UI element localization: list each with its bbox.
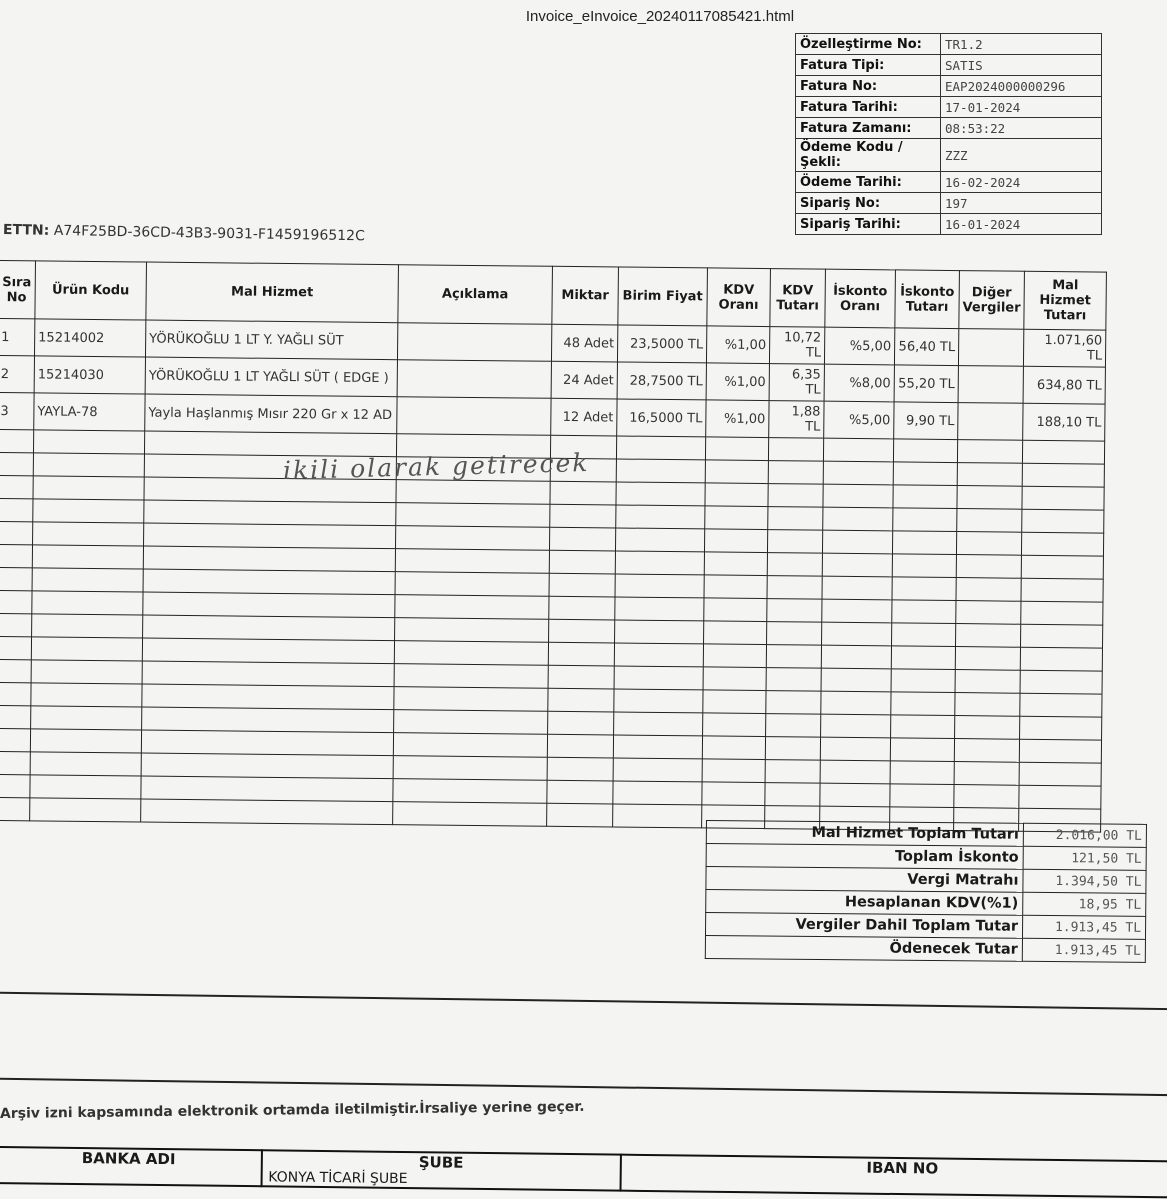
meta-value: 16-01-2024 [941, 214, 1102, 235]
empty-cell [31, 660, 142, 684]
empty-cell [704, 575, 767, 599]
empty-cell [1020, 647, 1102, 671]
table-cell: %8,00 [824, 364, 894, 402]
empty-cell [0, 751, 30, 774]
empty-cell [768, 507, 823, 531]
column-header: KDV Tutarı [770, 269, 826, 328]
empty-cell [820, 783, 890, 807]
table-cell: 6,35 TL [769, 364, 824, 402]
empty-cell [547, 757, 613, 781]
empty-cell [393, 779, 547, 804]
empty-cell [614, 666, 703, 690]
table-cell: 24 Adet [551, 361, 617, 399]
empty-cell [954, 739, 1019, 763]
meta-row [796, 118, 1102, 139]
empty-cell [704, 529, 767, 553]
table-cell: YÖRÜKOĞLU 1 LT Y. YAĞLI SÜT [145, 320, 397, 360]
totals-value: 18,95 TL [1023, 892, 1146, 916]
meta-value: SATIS [941, 55, 1102, 76]
table-cell [958, 403, 1023, 441]
empty-cell [395, 618, 549, 643]
empty-cell [30, 798, 141, 822]
empty-cell [549, 619, 615, 643]
empty-cell [955, 693, 1020, 717]
meta-key: Fatura Zamanı: [796, 118, 941, 139]
meta-key: Ödeme Tarihi: [796, 172, 941, 193]
totals-value: 2.016,00 TL [1023, 823, 1146, 847]
empty-cell [1020, 716, 1102, 740]
empty-cell [702, 759, 765, 783]
empty-cell [31, 706, 142, 730]
meta-key: Ödeme Kodu / Şekli: [796, 139, 941, 172]
table-cell [397, 323, 551, 362]
column-header: KDV Oranı [707, 268, 771, 327]
empty-cell [768, 484, 823, 508]
empty-cell [614, 689, 703, 713]
table-cell: 28,7500 TL [617, 362, 706, 400]
meta-row [796, 34, 1102, 55]
column-header: İskonto Tutarı [895, 270, 960, 329]
empty-cell [549, 573, 615, 597]
empty-cell [32, 614, 143, 638]
empty-cell [892, 623, 956, 647]
empty-cell [614, 643, 703, 667]
meta-row [796, 172, 1102, 193]
empty-cell [705, 460, 768, 484]
table-cell: 634,80 TL [1023, 366, 1105, 404]
empty-cell [820, 760, 890, 784]
empty-cell [957, 440, 1022, 464]
empty-cell [0, 613, 32, 636]
ettn-line [3, 222, 365, 244]
empty-cell [822, 530, 892, 554]
table-cell: YÖRÜKOĞLU 1 LT YAĞLI SÜT ( EDGE ) [145, 357, 397, 397]
empty-cell [142, 684, 394, 710]
empty-cell [823, 461, 893, 485]
table-cell [397, 360, 551, 399]
empty-cell [893, 462, 957, 486]
meta-key: Fatura Tipi: [796, 55, 941, 76]
totals-label: Vergi Matrahı [706, 867, 1023, 893]
empty-cell [955, 647, 1020, 671]
empty-cell [892, 577, 956, 601]
empty-cell [704, 621, 767, 645]
empty-cell [703, 713, 766, 737]
empty-cell [0, 797, 30, 820]
empty-cell [767, 622, 822, 646]
empty-cell [395, 549, 549, 574]
empty-cell [550, 481, 616, 505]
empty-cell [823, 507, 893, 531]
empty-cell [0, 728, 31, 751]
empty-cell [765, 760, 820, 784]
totals-value: 121,50 TL [1023, 846, 1146, 870]
empty-cell [394, 664, 548, 689]
table-cell [958, 366, 1023, 404]
empty-cell [767, 599, 822, 623]
empty-cell [550, 504, 616, 528]
empty-cell [142, 638, 394, 664]
empty-cell [31, 637, 142, 661]
empty-cell [393, 756, 547, 781]
empty-cell [821, 691, 891, 715]
totals-row [705, 935, 1145, 962]
totals-value: 1.394,50 TL [1023, 869, 1146, 893]
column-header: Birim Fiyat [618, 267, 708, 326]
empty-cell [702, 736, 765, 760]
meta-value: 16-02-2024 [941, 172, 1102, 193]
empty-cell [395, 595, 549, 620]
table-cell: 10,72 TL [769, 327, 824, 365]
meta-value: 197 [941, 193, 1102, 214]
empty-cell [396, 503, 550, 528]
invoice-meta-table [795, 33, 1102, 235]
empty-cell [143, 615, 395, 641]
empty-cell [890, 784, 954, 808]
meta-row [796, 139, 1102, 172]
empty-cell [144, 431, 396, 457]
empty-cell [143, 546, 395, 572]
empty-cell [768, 461, 823, 485]
empty-cell [1022, 440, 1104, 464]
empty-cell [955, 716, 1020, 740]
table-cell: Yayla Haşlanmış Mısır 220 Gr x 12 AD [145, 394, 397, 434]
empty-cell [32, 568, 143, 592]
meta-row [796, 97, 1102, 118]
empty-cell [957, 486, 1022, 510]
empty-cell [892, 554, 956, 578]
handwritten-note: ikili olarak getirecek [282, 447, 590, 486]
empty-cell [613, 758, 702, 782]
empty-cell [1019, 762, 1101, 786]
meta-value: 17-01-2024 [941, 97, 1102, 118]
table-cell: 56,40 TL [894, 328, 958, 366]
empty-cell [615, 597, 704, 621]
empty-cell [549, 550, 615, 574]
bank-name-header: BANKA ADI [0, 1147, 262, 1186]
ettn-label: ETTN: [2, 222, 50, 239]
meta-key: Fatura Tarihi: [796, 97, 941, 118]
empty-cell [33, 453, 144, 477]
totals-label: Vergiler Dahil Toplam Tutar [705, 913, 1022, 939]
branch-header [261, 1150, 621, 1190]
table-cell: %1,00 [706, 326, 769, 364]
empty-cell [394, 710, 548, 735]
empty-cell [143, 569, 395, 595]
table-cell: YAYLA-78 [34, 393, 145, 431]
empty-cell [821, 714, 891, 738]
empty-cell [615, 574, 704, 598]
meta-key: Sipariş Tarihi: [796, 214, 941, 235]
table-cell: 55,20 TL [894, 365, 958, 403]
empty-cell [767, 576, 822, 600]
empty-cell [0, 774, 30, 797]
table-cell: %5,00 [824, 327, 894, 365]
empty-cell [705, 437, 768, 461]
empty-cell [1021, 624, 1103, 648]
empty-cell [891, 669, 955, 693]
empty-cell [615, 528, 704, 552]
empty-cell [765, 737, 820, 761]
totals-label: Ödenecek Tutar [705, 935, 1022, 961]
empty-cell [766, 668, 821, 692]
empty-cell [32, 545, 143, 569]
meta-value: TR1.2 [941, 34, 1102, 55]
column-header: Açıklama [398, 265, 553, 325]
empty-cell [1022, 486, 1104, 510]
empty-cell [1019, 739, 1101, 763]
empty-cell [143, 592, 395, 618]
table-cell: 16,5000 TL [617, 399, 706, 437]
empty-cell [766, 714, 821, 738]
empty-cell [956, 601, 1021, 625]
empty-cell [893, 439, 957, 463]
empty-cell [31, 683, 142, 707]
empty-cell [616, 482, 705, 506]
meta-row [796, 193, 1102, 214]
empty-cell [0, 521, 33, 544]
table-cell: 1 [0, 319, 35, 356]
empty-cell [893, 508, 957, 532]
empty-cell [30, 775, 141, 799]
table-cell: 15214030 [34, 356, 145, 394]
meta-key: Sipariş No: [796, 193, 941, 214]
empty-cell [767, 530, 822, 554]
empty-cell [0, 590, 32, 613]
empty-cell [548, 711, 614, 735]
empty-cell [0, 567, 32, 590]
empty-cell [0, 682, 31, 705]
empty-cell [0, 659, 31, 682]
column-header: Sıra No [0, 261, 35, 319]
empty-cell [616, 505, 705, 529]
empty-cell [613, 804, 702, 828]
empty-cell [705, 483, 768, 507]
meta-row [796, 55, 1102, 76]
empty-cell [1022, 463, 1104, 487]
empty-cell [891, 692, 955, 716]
empty-cell [1019, 785, 1101, 809]
empty-cell [141, 776, 393, 802]
empty-cell [548, 642, 614, 666]
table-cell: 12 Adet [551, 398, 617, 436]
empty-cell [141, 753, 393, 779]
empty-cell [703, 690, 766, 714]
empty-cell [141, 730, 393, 756]
empty-cell [766, 645, 821, 669]
totals-label: Hesaplanan KDV(%1) [706, 890, 1023, 916]
table-cell: 1.071,60 TL [1023, 329, 1105, 367]
totals-value: 1.913,45 TL [1022, 915, 1145, 939]
empty-cell [0, 475, 33, 498]
empty-cell [615, 551, 704, 575]
totals-table [705, 820, 1147, 963]
branch-value: KONYA TİCARİ ŞUBE [268, 1169, 408, 1188]
empty-cell [956, 555, 1021, 579]
empty-cell [0, 498, 33, 521]
empty-cell [703, 667, 766, 691]
totals-label: Toplam İskonto [706, 844, 1023, 870]
empty-cell [702, 782, 765, 806]
empty-cell [395, 572, 549, 597]
empty-cell [892, 531, 956, 555]
meta-row [796, 76, 1102, 97]
empty-cell [890, 761, 954, 785]
empty-cell [1021, 601, 1103, 625]
empty-cell [0, 705, 31, 728]
table-cell: 1,88 TL [769, 401, 824, 439]
table-cell: 15214002 [34, 319, 145, 357]
empty-cell [822, 599, 892, 623]
empty-cell [822, 576, 892, 600]
empty-cell [820, 737, 890, 761]
empty-cell [394, 687, 548, 712]
empty-cell [547, 734, 613, 758]
empty-cell [616, 436, 705, 460]
empty-cell [393, 802, 547, 827]
meta-value: ZZZ [941, 139, 1102, 172]
empty-cell [893, 485, 957, 509]
empty-cell [954, 785, 1019, 809]
empty-cell [33, 430, 144, 454]
table-cell: %5,00 [824, 401, 894, 439]
meta-key: Özelleştirme No: [796, 34, 941, 55]
meta-value: 08:53:22 [941, 118, 1102, 139]
column-header: Diğer Vergiler [959, 271, 1025, 330]
empty-cell [0, 429, 34, 452]
empty-cell [1020, 670, 1102, 694]
empty-cell [614, 712, 703, 736]
empty-cell [396, 480, 550, 505]
table-cell: 3 [0, 392, 34, 429]
empty-cell [33, 499, 144, 523]
empty-cell [393, 733, 547, 758]
empty-cell [1021, 578, 1103, 602]
empty-cell [547, 780, 613, 804]
empty-cell [142, 661, 394, 687]
meta-key: Fatura No: [796, 76, 941, 97]
empty-cell [394, 641, 548, 666]
empty-cell [821, 668, 891, 692]
empty-cell [144, 523, 396, 549]
empty-cell [395, 526, 549, 551]
invoice-items-table [0, 260, 1107, 833]
empty-cell [33, 476, 144, 500]
empty-cell [821, 645, 891, 669]
empty-cell [142, 707, 394, 733]
empty-cell [30, 752, 141, 776]
empty-cell [1021, 555, 1103, 579]
empty-cell [704, 552, 767, 576]
archive-note: Arşiv izni kapsamında elektronik ortamda iletilmiştir.İrsaliye yerine geçer. [0, 1098, 585, 1122]
empty-cell [704, 598, 767, 622]
empty-cell [548, 665, 614, 689]
empty-cell [891, 715, 955, 739]
empty-cell [549, 596, 615, 620]
iban-header: IBAN NO [621, 1155, 1167, 1198]
table-cell: 188,10 TL [1023, 403, 1105, 441]
bank-table [0, 1146, 1167, 1199]
column-header: Ürün Kodu [35, 261, 147, 320]
table-cell: %1,00 [706, 400, 769, 438]
meta-value: EAP2024000000296 [941, 76, 1102, 97]
meta-row [796, 214, 1102, 235]
column-header: Miktar [552, 266, 619, 325]
empty-cell [547, 803, 613, 827]
empty-cell [0, 636, 32, 659]
empty-cell [956, 578, 1021, 602]
empty-cell [0, 544, 33, 567]
column-header: Mal Hizmet [146, 262, 399, 323]
empty-cell [613, 735, 702, 759]
empty-cell [956, 532, 1021, 556]
empty-cell [822, 553, 892, 577]
empty-cell [616, 459, 705, 483]
empty-cell [956, 624, 1021, 648]
totals-label: Mal Hizmet Toplam Tutarı [706, 821, 1023, 847]
empty-cell [1020, 693, 1102, 717]
empty-cell [823, 438, 893, 462]
branch-header-label: ŞUBE [418, 1153, 464, 1172]
table-cell: 48 Adet [551, 324, 617, 362]
empty-cell [32, 591, 143, 615]
empty-cell [892, 600, 956, 624]
empty-cell [705, 506, 768, 530]
empty-cell [823, 484, 893, 508]
empty-cell [767, 553, 822, 577]
empty-cell [144, 500, 396, 526]
empty-cell [891, 646, 955, 670]
empty-cell [33, 522, 144, 546]
table-cell [397, 397, 551, 436]
empty-cell [954, 762, 1019, 786]
empty-cell [549, 527, 615, 551]
empty-cell [615, 620, 704, 644]
table-cell: 2 [0, 356, 34, 393]
empty-cell [955, 670, 1020, 694]
empty-cell [890, 738, 954, 762]
ettn-value: A74F25BD-36CD-43B3-9031-F1459196512C [53, 222, 365, 245]
empty-cell [0, 452, 33, 475]
empty-cell [957, 509, 1022, 533]
table-cell: 9,90 TL [894, 402, 958, 440]
empty-cell [766, 691, 821, 715]
table-cell: 23,5000 TL [617, 325, 706, 363]
column-header: Mal Hizmet Tutarı [1024, 271, 1107, 330]
empty-cell [765, 783, 820, 807]
table-cell [958, 329, 1023, 367]
empty-cell [768, 438, 823, 462]
empty-cell [30, 729, 141, 753]
empty-cell [957, 463, 1022, 487]
empty-cell [141, 799, 393, 825]
page-title: Invoice_eInvoice_20240117085421.html [525, 8, 795, 25]
empty-cell [1022, 509, 1104, 533]
empty-cell [703, 644, 766, 668]
table-cell: %1,00 [706, 363, 769, 401]
empty-cell [1021, 532, 1103, 556]
column-header: İskonto Oranı [825, 269, 896, 328]
totals-value: 1.913,45 TL [1022, 938, 1145, 962]
notes-box [0, 992, 1167, 1097]
empty-cell [613, 781, 702, 805]
empty-cell [822, 622, 892, 646]
empty-cell [548, 688, 614, 712]
